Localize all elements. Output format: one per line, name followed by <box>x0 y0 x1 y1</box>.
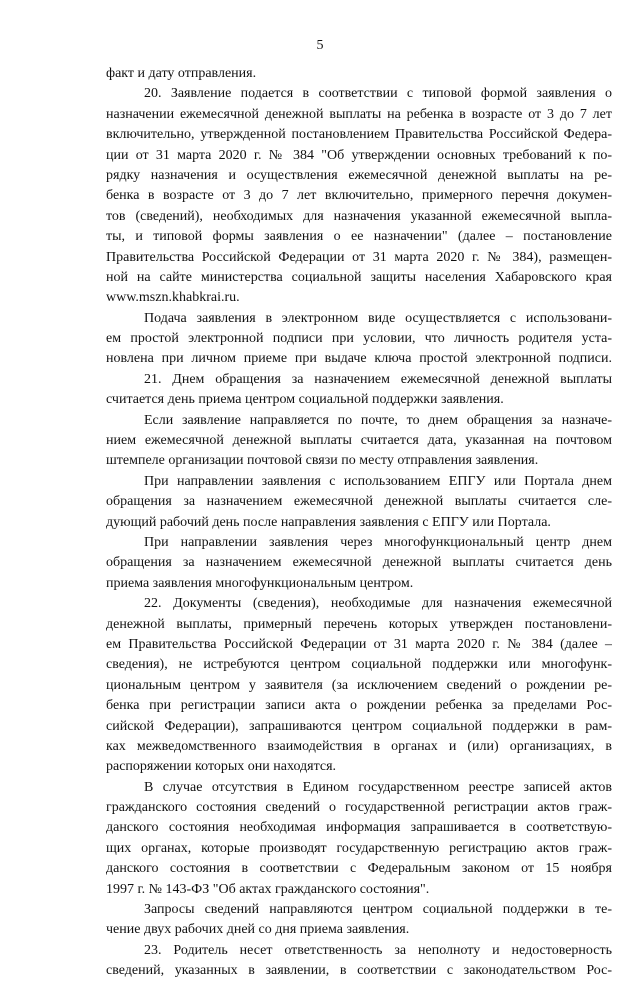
text-line: В случае отсутствия в Едином государственном реестре записей актов <box>144 779 612 795</box>
text-line: 21. Днем обращения за назначением ежемесячной денежной выплаты <box>144 371 612 387</box>
text-line: назначении ежемесячной денежной выплаты на ребенка в возрасте от 3 до 7 лет <box>106 106 612 122</box>
text-line: 20. Заявление подается в соответствии с типовой формой заявления о <box>144 86 612 102</box>
text-line: ты, и типовой формы заявления о ее назначении" (далее – постановление <box>106 229 612 245</box>
text-line: обращения за назначением ежемесячной денежной выплаты считается сле- <box>106 494 612 510</box>
text-line: циональным центром у заявителя (за исключением сведений о рождении ре- <box>106 677 612 693</box>
text-line: нием ежемесячной денежной выплаты считается дата, указанная на почтовом <box>106 433 612 449</box>
text-line: гражданского состояния сведений о государственной регистрации актов граж- <box>106 800 612 816</box>
text-line: щих органах, которые производят государственную регистрацию актов граж- <box>106 840 612 856</box>
text-line: ках межведомственного взаимодействия в органах и (или) организациях, в <box>106 738 612 754</box>
text-line: При направлении заявления с использованием ЕПГУ или Портала днем <box>144 473 612 489</box>
text-line: www.mszn.khabkrai.ru. <box>106 290 240 306</box>
text-line: сведений, указанных в заявлении, в соответствии с законодательством Рос- <box>106 963 612 979</box>
text-line: сведения), не истребуются центром социальной поддержки или многофунк- <box>106 657 612 673</box>
text-line: ем простой электронной подписи при условии, что личность родителя уста- <box>106 331 612 347</box>
text-line: факт и дату отправления. <box>106 66 257 81</box>
text-line: распоряжении которых они находятся. <box>106 759 337 775</box>
text-line: сийской Федерации), запрашиваются центром социальной поддержки в рам- <box>106 718 612 734</box>
text-line: 1997 г. № 143-ФЗ "Об актах гражданского состояния". <box>106 881 430 897</box>
text-line: денежной выплаты, примерный перечень которых утвержден постановлени- <box>106 616 612 632</box>
text-line: 23. Родитель несет ответственность за неполноту и недостоверность <box>144 942 612 958</box>
document-body <box>106 64 612 982</box>
text-line: данского состояния в соответствии с Федеральным законом от 15 ноября <box>106 861 612 877</box>
text-line: приема заявления многофункциональным центром. <box>106 575 414 591</box>
text-line: бенка в возрасте от 3 до 7 лет включительно, примерного перечня докумен- <box>106 188 612 204</box>
page-number: 5 <box>316 38 324 53</box>
text-line: новлена при личном приеме при выдаче ключа простой электронной подписи. <box>106 351 612 367</box>
text-line: чение двух рабочих дней со дня приема заявления. <box>106 922 410 938</box>
text-line: Подача заявления в электронном виде осуществляется с использовани- <box>144 310 612 326</box>
text-line: считается день приема центром социальной поддержки заявления. <box>106 392 504 408</box>
text-line: штемпеле организации почтовой связи по месту отправления заявления. <box>106 453 539 469</box>
text-line: Правительства Российской Федерации от 31 марта 2020 г. № 384), размещен- <box>106 249 612 265</box>
text-line: тов (сведений), необходимых для назначения указанной ежемесячной выпла- <box>106 208 612 224</box>
text-line: ной на сайте министерства социальной защиты населения Хабаровского края <box>106 269 612 285</box>
text-line: Если заявление направляется по почте, то днем обращения за назначе- <box>144 412 612 428</box>
text-line: ции от 31 марта 2020 г. № 384 "Об утверждении основных требований к по- <box>106 147 612 163</box>
text-line: дующий рабочий день после направления заявления с ЕПГУ или Портала. <box>106 514 551 530</box>
text-line: Запросы сведений направляются центром социальной поддержки в те- <box>144 902 612 918</box>
text-line: рядку назначения и осуществления ежемесячной денежной выплаты на ре- <box>106 167 612 183</box>
text-line: 22. Документы (сведения), необходимые для назначения ежемесячной <box>144 596 612 612</box>
text-line: обращения за назначением ежемесячной денежной выплаты считается день <box>106 555 612 571</box>
text-line: При направлении заявления через многофункциональный центр днем <box>144 534 612 550</box>
text-line: бенка при регистрации записи акта о рождении ребенка за пределами Рос- <box>106 698 612 714</box>
text-line: включительно, утвержденной постановлением Правительства Российской Федера- <box>106 127 612 143</box>
text-line: данского состояния необходимая информация запрашивается в соответствую- <box>106 820 612 836</box>
text-line: ем Правительства Российской Федерации от 31 марта 2020 г. № 384 (далее – <box>106 636 612 652</box>
